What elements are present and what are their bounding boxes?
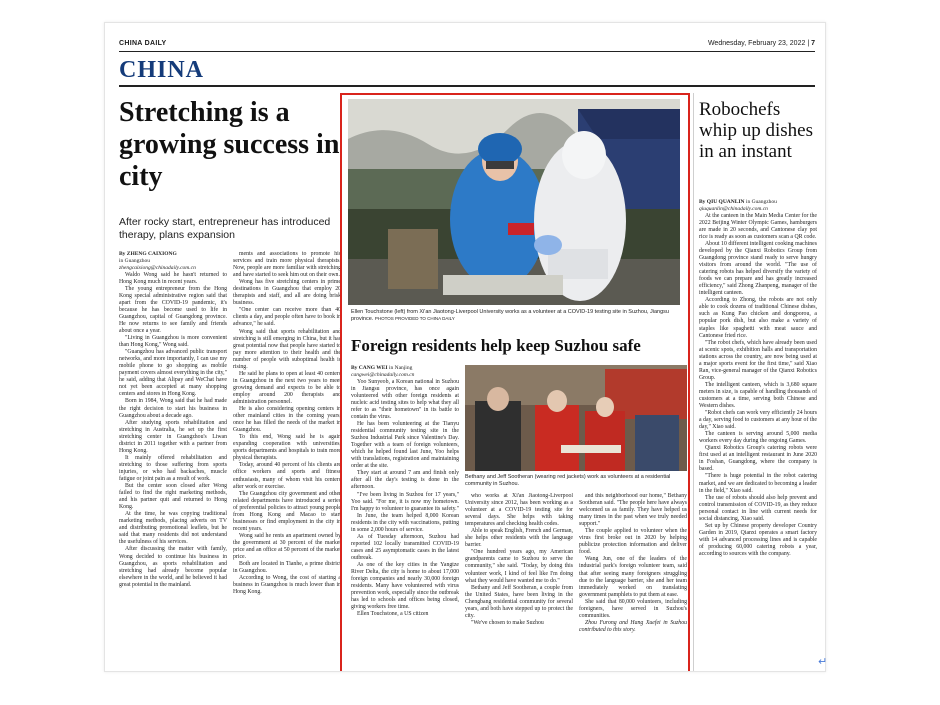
masthead [119, 37, 815, 49]
article-paragraph: Qianxi Robotics Group's catering robots were first used at an intelligent restaurant in June 2020 in Foshan, Guangdong, where the company is based. [699, 445, 817, 473]
column-divider [693, 93, 694, 672]
article-paragraph: The Guangzhou city government and other related departments have introduced a series of preferential policies to attract young people from Hong Kong and Macao to start businesses or find employment in the city in recent years. [233, 490, 341, 532]
issue-date: Wednesday, February 23, 2022 | 7 [707, 39, 815, 47]
article-paragraph: "We've chosen to make Suzhou [471, 619, 544, 626]
article-paragraph: In June, the team helped 8,000 Korean residents in the city with vaccinations, putting in some 2,000 hours of service. [351, 512, 459, 533]
article-paragraph: "Robot chefs can work very efficiently 24 hours a day, serving food to customers at any hour of the day," Xiao said. [699, 410, 817, 431]
article-paragraph: According to Zhong, the robots are not only able to cook dozens of traditional Chinese dishes, such as Kung Pao chicken and dongporou, a popular pork dish, but also make a variety of staples like spaghetti with meat sauce and Cantonese fried rice. [699, 297, 817, 339]
section-rule [119, 85, 815, 87]
article-paragraph: He is also considering opening centers in other mainland cities in the coming years, once he has filled the needs of the market in Guangzhou. [233, 406, 341, 434]
article-paragraph: Today, around 40 percent of his clients are office workers and sports and fitness enthusiasts, many of whom visit his centers after work or exercise. [233, 462, 341, 490]
article-paragraph: Bethany and Jeff Sootheran, a couple from the United States, have been living in the Chengbang residential community for several years, and both have stepped up to protect the city. [465, 584, 573, 619]
left-story-col2 [233, 251, 341, 671]
right-byline: By QIU QUANLIN in Guangzhou qiuquanlin@chinadaily.com.cn [699, 199, 777, 212]
article-paragraph: He has been volunteering at the Tianyu residential community testing site in the Suzhou Industrial Park since Valentine's Day. Together with a team of foreign volunteers, which he helped found last June, Yoo helps with translations, registration and maintaining order at the site. [351, 421, 459, 470]
article-paragraph: About 10 different intelligent cooking machines developed by the Qianxi Robotics Group from Guangdong province stand ready to serve hungry visitors from around the world. "The use of catering robots has helped diversify the variety of foods we can prepare and has greatly increased efficiency," said Zhong Zhanpeng, manager of the intelligent canteen. [699, 240, 817, 297]
article-paragraph: After discussing the matter with family, Wong decided to continue his business in Guangzhou, as sports rehabilitation and stretching had already become popular elsewhere in the world, and he believed it had great potential in the mainland. [119, 546, 227, 588]
article-paragraph: The couple applied to volunteer when the virus first broke out in 2020 by helping publicize protection information and deliver food. [579, 528, 687, 556]
article-paragraph: "Guangzhou has advanced public transport networks, and more importantly, I can use my mobile phone to go shopping as mobile payment covers almost everything in the city," he said, adding that Alipay and WeChat have not yet been accepted at many shopping centers and stores in Hong Kong. [119, 349, 227, 398]
article-paragraph: According to Wong, the cost of starting a business in Guangzhou is much lower than in Hong Kong. [233, 575, 341, 596]
article-paragraph: They start at around 7 am and finish only after all the day's testing is done in the afternoon. [351, 470, 459, 491]
article-paragraph: who works at Xi'an Jiaotong-Liverpool University since 2012, has been working as a volunteer at a COVID-19 testing site for several days. She helps with taking temperatures and checking health codes. [465, 493, 573, 528]
article-paragraph: Wong has five stretching centers in prime destinations in Guangzhou that employ 20 therapists and staff, and all are doing brisk business. [233, 279, 341, 307]
newspaper-page [104, 22, 826, 672]
left-story-col1 [119, 251, 227, 671]
article-paragraph: Able to speak English, French and German, she helps other residents with the language barrier. [465, 528, 573, 549]
volunteer-photo [348, 99, 680, 305]
article-paragraph: Waldo Wong said he hasn't returned to Hong Kong much in recent years. [119, 271, 227, 285]
right-story-col [699, 199, 817, 672]
return-arrow-icon: ↵ [818, 655, 828, 668]
article-paragraph: The use of robots should also help prevent and control transmission of COVID-19, as they reduce personal contact in line with current needs for social distancing, Xiao said. [699, 494, 817, 522]
article-paragraph: and this neighborhood our home," Bethany Sootheran said. "The people here have always welcomed us as family. They have helped us many times in the past when we truly needed support." [579, 493, 687, 528]
left-headline: Stretching is a growing success in city [119, 97, 340, 193]
article-paragraph: Set up by Chinese property developer Country Garden in 2019, Qianxi operates a smart factory with 14 advanced processing lines and is capable of producing 60,000 catering robots a year, according to sources with the company. [699, 522, 817, 557]
article-paragraph: To this end, Wong said he is again expanding cooperation with universities, sports departments and hospitals to train more physical therapists. [233, 434, 341, 462]
article-paragraph: The intelligent canteen, which is 3,680 square meters in size, is capable of handling thousands of customers at a time, serving both Chinese and Western dishes. [699, 381, 817, 410]
article-paragraph: Yoo Sunyeob, a Korean national in Suzhou in Jiangsu province, has once again volunteered with other foreign residents at nucleic acid testing sites to help what they all refer to as "their hometown" in its battle to contain the virus. [351, 378, 459, 420]
article-paragraph: The young entrepreneur from the Hong Kong special administrative region said that apart from the COVID-19 pandemic, it's because he has become used to life in Guangzhou, capital of Guangdong province. He now returns to see family and friends about once a year. [119, 285, 227, 334]
center-story-col2 [465, 493, 573, 672]
article-paragraph: "I've been living in Suzhou for 17 years," Yoo said. "For me, it is now my hometown. I'm happy to volunteer to guarantee its safety." [351, 491, 459, 512]
center-byline: By CANG WEI in Nanjing cangwei@chinadaily.com.cn [351, 365, 415, 378]
article-paragraph: Wong said he rents an apartment owned by the government at 30 percent of the market price and an office at 50 percent of the market price. [233, 532, 341, 561]
center-story-col3 [579, 493, 687, 672]
article-paragraph: "One hundred years ago, my American grandparents came to Suzhou to serve the community," she said. "Today, by doing this volunteer work, I kind of feel like I'm doing what they would have wanted me to do." [465, 549, 573, 584]
article-paragraph: Born in 1984, Wong said that he had made the right decision to start his business in Guangzhou about a decade ago. [119, 398, 227, 419]
article-paragraph: "The robot chefs, which have already been used at scenic spots, exhibition halls and transportation stations across the country, are now being used at a major sports event for the first time," said Xiao Ran, vice-general manager of the Qianxi Robotics Group. [699, 339, 817, 381]
article-paragraph: Wong said that sports rehabilitation and stretching is still emerging in China, but it has great potential now that people have started to pay more attention to their health and the number of people with suboptimal health is rising. [233, 328, 341, 370]
article-paragraph: "There is huge potential in the robot catering market, and we are dedicated to becoming a leader in the field," Xiao said. [699, 473, 817, 494]
article-paragraph: She said that 80,000 volunteers, including foreigners, have served in Suzhou's communities. [579, 598, 687, 619]
left-deck: After rocky start, entrepreneur has introduced therapy, plans expansion [119, 216, 331, 241]
article-paragraph: "One center can receive more than 40 clients a day, and people often have to book in advance," he said. [233, 307, 341, 328]
paper-name: CHINA DAILY [119, 39, 167, 47]
article-paragraph: At the canteen in the Main Media Center for the 2022 Beijing Winter Olympic Games, hamburgers are made in 20 seconds, and Cantonese clay pot rice is ready as soon as customers scan a QR code. [699, 212, 817, 240]
center-story-col1 [351, 365, 459, 672]
article-paragraph: ments and associations to promote his services and train more physical therapists. Now, people are more familiar with stretching and have started to seek him out on their own. [233, 251, 341, 279]
couple-photo [465, 365, 687, 471]
right-headline: Robochefs whip up dishes in an instant [699, 99, 813, 162]
article-paragraph: As of Tuesday afternoon, Suzhou had reported 102 locally transmitted COVID-19 cases and 25 asymptomatic cases in the latest outbreak. [351, 533, 459, 561]
photo-caption: Ellen Touchstone (left) from Xi'an Jiaotong-Liverpool University works as a volunteer at a COVID-19 testing site in Suzhou, Jiangsu province. PHOTOS PROVIDED TO CHINA DAILY [351, 309, 669, 322]
article-paragraph: Both are located in Tianhe, a prime district in Guangzhou. [233, 561, 341, 575]
article-paragraph: Wang Jun, one of the leaders of the industrial park's foreign volunteer team, said that after seeing many foreigners struggling due to the language barrier, she and her team immediately worked on translating government pamphlets to put them at ease. [579, 556, 687, 598]
article-paragraph: It mainly offered rehabilitation and stretching to those suffering from sports injuries, or who had backaches, muscle fatigue or joint pain as a result of work. [119, 454, 227, 482]
article-paragraph: After studying sports rehabilitation and stretching in Australia, he set up the first stretching center in Guangzhou's Liwan district in 2011 together with a partner from Hong Kong. [119, 419, 227, 454]
article-paragraph: But the center soon closed after Wong failed to find the right marketing methods, and his partner quit and returned to Hong Kong. [119, 483, 227, 511]
section-title: CHINA [119, 57, 205, 83]
center-headline: Foreign residents help keep Suzhou safe [351, 336, 641, 355]
article-paragraph: He said he plans to open at least 40 centers in Guangzhou in the next two years to meet growing demand and expects to be able to employ around 200 therapists and administration personnel. [233, 370, 341, 405]
contributors-note: Zhou Furong and Hang Xuefei in Suzhou contributed to this story. [579, 619, 687, 633]
article-paragraph: As one of the key cities in the Yangtze River Delta, the city is home to about 17,000 foreign companies and nearly 30,000 foreign residents. Many have volunteered with virus prevention work, especially since the outbreak has led to schools and offices being closed, giving workers free time. [351, 561, 459, 611]
article-paragraph: "Living in Guangzhou is more convenient than Hong Kong," Wong said. [119, 335, 227, 349]
article-paragraph: The canteen is serving around 5,000 media workers every day during the ongoing Games. [699, 431, 817, 445]
masthead-rule [119, 51, 815, 52]
byline: By ZHENG CAIXIONG in Guangzhou zhengcaixiong@chinadaily.com.cn [119, 251, 196, 271]
article-paragraph: At the time, he was copying traditional marketing methods, placing adverts on TV and distributing promotional leaflets, but he said that many residents did not understand the usefulness of his services. [119, 511, 227, 546]
photo-two-caption: Bethany and Jeff Sootheran (wearing red jackets) work as volunteers at a residential community in Suzhou. [465, 474, 671, 487]
article-paragraph: Ellen Touchstone, a US citizen [357, 611, 429, 618]
